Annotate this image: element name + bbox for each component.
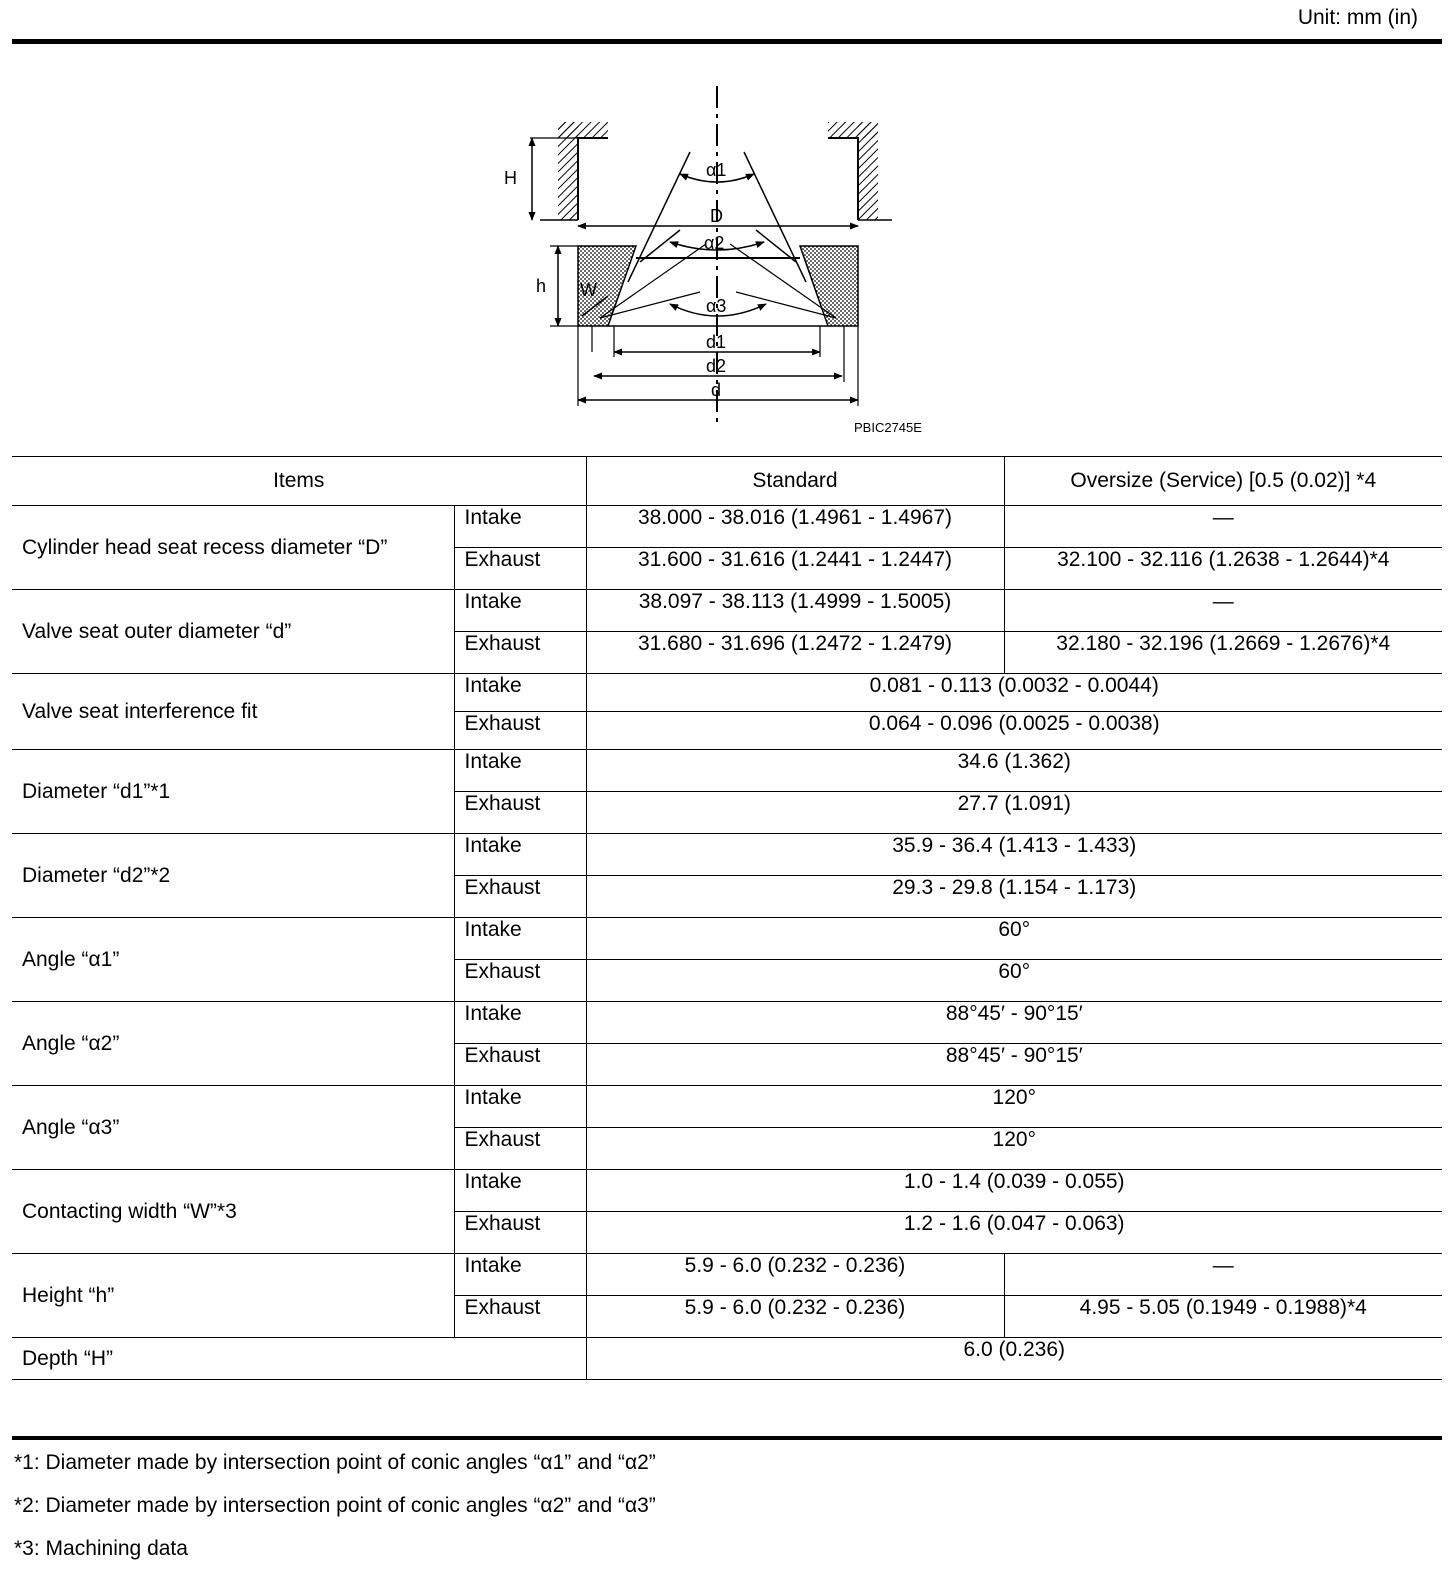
- cell-value: 0.064 - 0.096 (0.0025 - 0.0038): [586, 712, 1442, 750]
- table-row: [12, 918, 1442, 960]
- cell-value: 1.0 - 1.4 (0.039 - 0.055): [586, 1170, 1442, 1212]
- cell-value: 29.3 - 29.8 (1.154 - 1.173): [586, 876, 1442, 918]
- cell-value: 35.9 - 36.4 (1.413 - 1.433): [586, 834, 1442, 876]
- cell-value: 4.95 - 5.05 (0.1949 - 0.1988)*4: [1004, 1296, 1442, 1338]
- table-row: [12, 1086, 1442, 1128]
- bottom-rule: [12, 1436, 1442, 1440]
- cell-value: 6.0 (0.236): [586, 1338, 1442, 1380]
- cell-value: 60°: [586, 960, 1442, 1002]
- header-standard: Standard: [586, 457, 1004, 506]
- cell-value: —: [1004, 1254, 1442, 1296]
- cell-value: 31.600 - 31.616 (1.2441 - 1.2447): [586, 548, 1004, 590]
- exhaust-label: Exhaust: [454, 876, 586, 918]
- intake-label: Intake: [454, 506, 586, 548]
- cell-value: 5.9 - 6.0 (0.232 - 0.236): [586, 1254, 1004, 1296]
- label-h: h: [536, 276, 547, 296]
- row-label: Angle “α1”: [12, 918, 454, 1002]
- table-row: [12, 1002, 1442, 1044]
- row-label: Angle “α2”: [12, 1002, 454, 1086]
- label-W: W: [580, 280, 597, 300]
- cell-value: 120°: [586, 1086, 1442, 1128]
- cell-value: —: [1004, 590, 1442, 632]
- intake-label: Intake: [454, 674, 586, 712]
- top-rule: [12, 39, 1442, 44]
- exhaust-label: Exhaust: [454, 632, 586, 674]
- footnote: *3: Machining data: [14, 1537, 188, 1560]
- table-row: [12, 506, 1442, 548]
- label-alpha3: α3: [706, 296, 727, 316]
- table-header-row: [12, 457, 1442, 506]
- row-label: Diameter “d1”*1: [12, 750, 454, 834]
- label-d2: d2: [706, 356, 727, 376]
- row-label: Depth “H”: [12, 1338, 586, 1380]
- exhaust-label: Exhaust: [454, 960, 586, 1002]
- intake-label: Intake: [454, 750, 586, 792]
- unit-label: Unit: mm (in): [1297, 6, 1418, 29]
- cell-value: 38.000 - 38.016 (1.4961 - 1.4967): [586, 506, 1004, 548]
- row-label: Height “h”: [12, 1254, 454, 1338]
- exhaust-label: Exhaust: [454, 792, 586, 834]
- table-row: [12, 590, 1442, 632]
- figure-code: PBIC2745E: [854, 420, 922, 435]
- table-row: [12, 1338, 1442, 1380]
- intake-label: Intake: [454, 834, 586, 876]
- cell-value: 120°: [586, 1128, 1442, 1170]
- cell-value: 32.100 - 32.116 (1.2638 - 1.2644)*4: [1004, 548, 1442, 590]
- intake-label: Intake: [454, 1086, 586, 1128]
- intake-label: Intake: [454, 1170, 586, 1212]
- cell-value: 34.6 (1.362): [586, 750, 1442, 792]
- cell-value: —: [1004, 506, 1442, 548]
- row-label: Cylinder head seat recess diameter “D”: [12, 506, 454, 590]
- table-row: [12, 1254, 1442, 1296]
- cell-value: 0.081 - 0.113 (0.0032 - 0.0044): [586, 674, 1442, 712]
- intake-label: Intake: [454, 590, 586, 632]
- intake-label: Intake: [454, 1254, 586, 1296]
- exhaust-label: Exhaust: [454, 1044, 586, 1086]
- table-row: [12, 674, 1442, 712]
- row-label: Valve seat outer diameter “d”: [12, 590, 454, 674]
- footnote: *2: Diameter made by intersection point of conic angles “α2” and “α3”: [14, 1494, 656, 1517]
- cell-value: 32.180 - 32.196 (1.2669 - 1.2676)*4: [1004, 632, 1442, 674]
- label-alpha2: α2: [704, 233, 725, 253]
- cell-value: 5.9 - 6.0 (0.232 - 0.236): [586, 1296, 1004, 1338]
- intake-label: Intake: [454, 1002, 586, 1044]
- row-label: Angle “α3”: [12, 1086, 454, 1170]
- cell-value: 88°45′ - 90°15′: [586, 1002, 1442, 1044]
- exhaust-label: Exhaust: [454, 1296, 586, 1338]
- cell-value: 31.680 - 31.696 (1.2472 - 1.2479): [586, 632, 1004, 674]
- cell-value: 38.097 - 38.113 (1.4999 - 1.5005): [586, 590, 1004, 632]
- table-row: [12, 834, 1442, 876]
- table-row: [12, 750, 1442, 792]
- cell-value: 60°: [586, 918, 1442, 960]
- row-label: Contacting width “W”*3: [12, 1170, 454, 1254]
- header-oversize: Oversize (Service) [0.5 (0.02)] *4: [1004, 457, 1442, 506]
- footnote: *1: Diameter made by intersection point of conic angles “α1” and “α2”: [14, 1451, 656, 1474]
- header-items: Items: [12, 457, 586, 506]
- footnotes: [14, 1448, 656, 1577]
- exhaust-label: Exhaust: [454, 1212, 586, 1254]
- cell-value: 27.7 (1.091): [586, 792, 1442, 834]
- row-label: Diameter “d2”*2: [12, 834, 454, 918]
- exhaust-label: Exhaust: [454, 712, 586, 750]
- label-H: H: [504, 168, 517, 188]
- intake-label: Intake: [454, 918, 586, 960]
- valve-seat-spec-table: [12, 456, 1442, 1380]
- valve-seat-diagram: [504, 82, 922, 442]
- cell-value: 1.2 - 1.6 (0.047 - 0.063): [586, 1212, 1442, 1254]
- label-alpha1: α1: [706, 160, 727, 180]
- label-d: d: [711, 380, 722, 400]
- exhaust-label: Exhaust: [454, 1128, 586, 1170]
- label-d1: d1: [706, 332, 727, 352]
- exhaust-label: Exhaust: [454, 548, 586, 590]
- row-label: Valve seat interference fit: [12, 674, 454, 750]
- table-row: [12, 1170, 1442, 1212]
- cell-value: 88°45′ - 90°15′: [586, 1044, 1442, 1086]
- label-D: D: [710, 206, 723, 226]
